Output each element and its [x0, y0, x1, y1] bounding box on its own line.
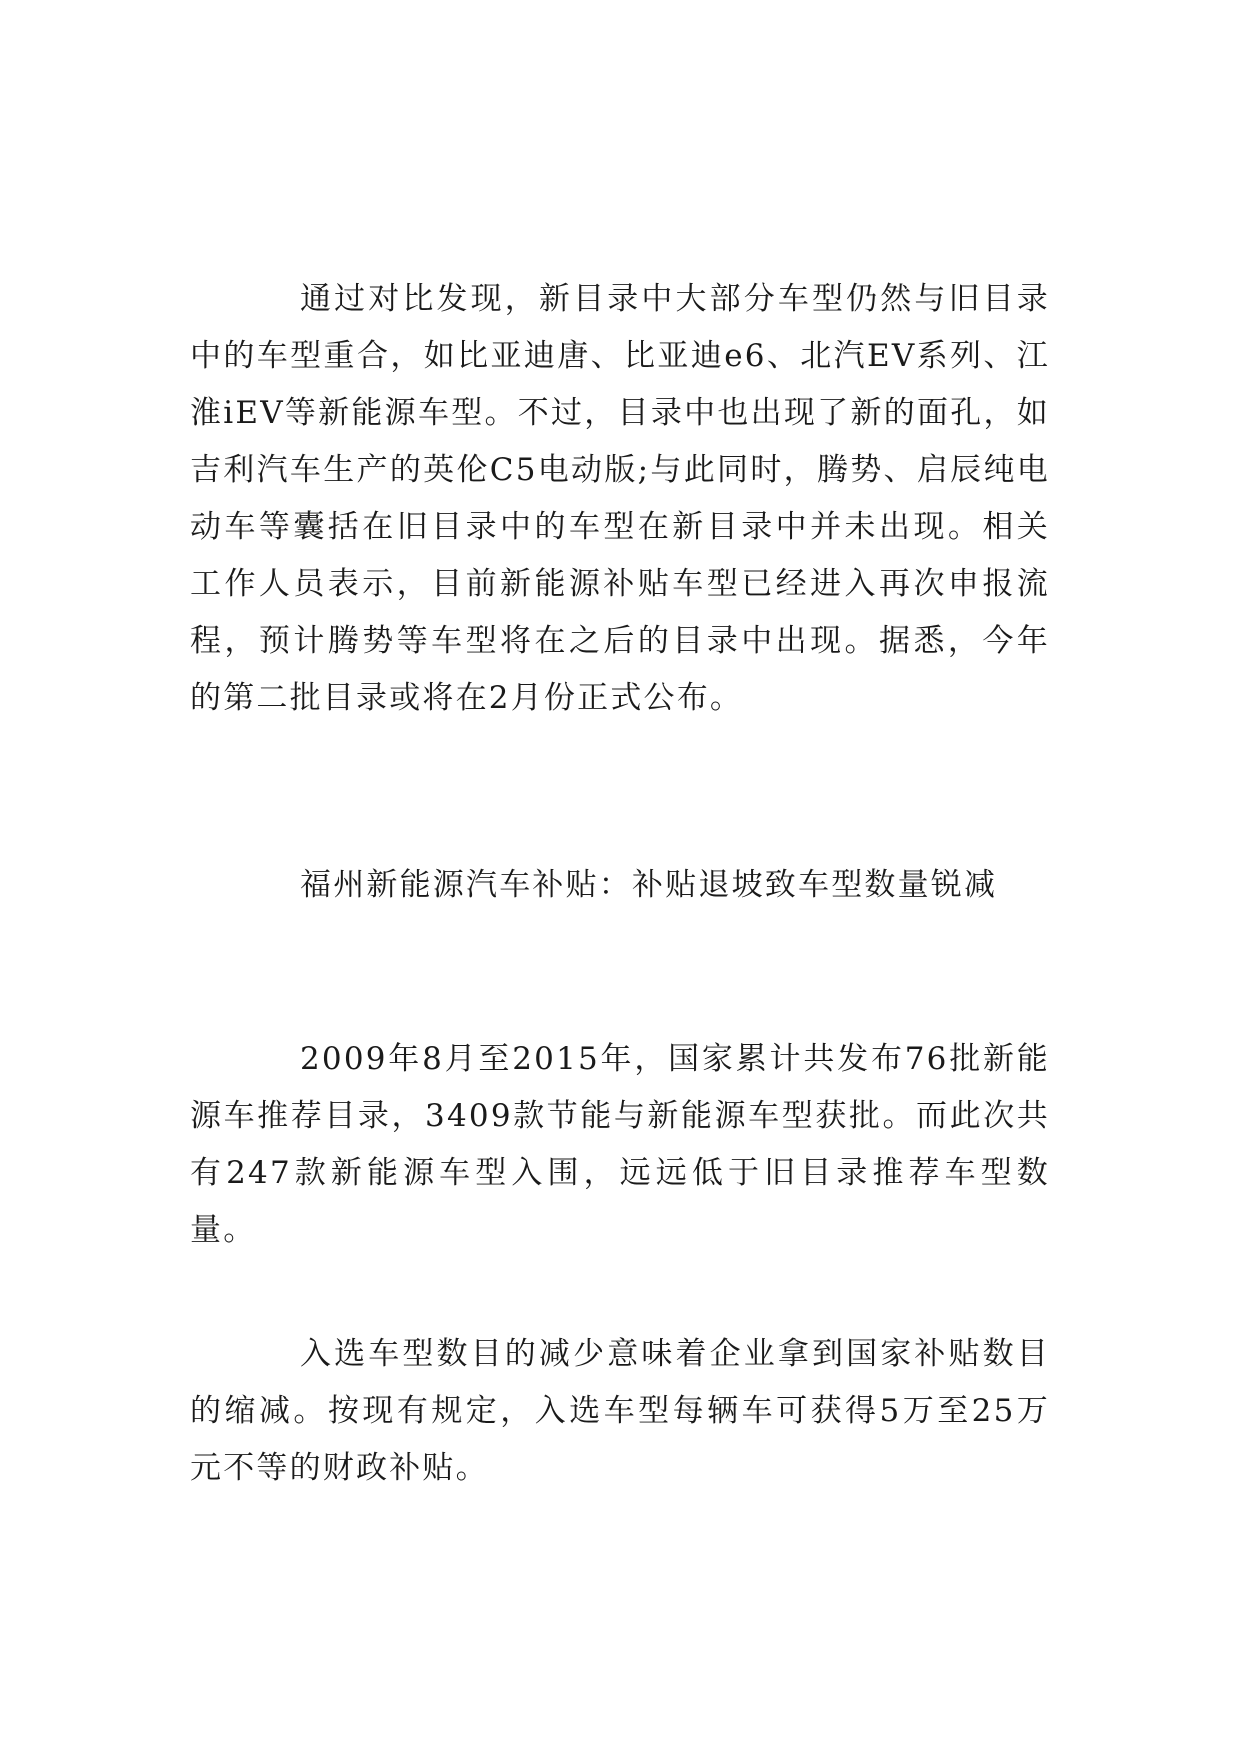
paragraph-vehicle-catalog-comparison: 通过对比发现，新目录中大部分车型仍然与旧目录中的车型重合，如比亚迪唐、比亚迪e6、北汽EV系列、江淮iEV等新能源车型。不过，目录中也出现了新的面孔，如吉利汽车生产的英伦C5电动版;与此同时，腾势、启辰纯电动车等囊括在旧目录中的车型在新目录中并未出现。相关工作人员表示，目前新能源补贴车型已经进入再次申报流程，预计腾势等车型将在之后的目录中出现。据悉，今年的第二批目录或将在2月份正式公布。 [190, 281, 1050, 716]
paragraph-catalog-statistics: 2009年8月至2015年，国家累计共发布76批新能源车推荐目录，3409款节能与新能源车型获批。而此次共有247款新能源车型入围，远远低于旧目录推荐车型数量。 [190, 1041, 1050, 1248]
section-heading: 福州新能源汽车补贴：补贴退坡致车型数量锐减 [300, 867, 998, 903]
paragraph-subsidy-amount: 入选车型数目的减少意味着企业拿到国家补贴数目的缩减。按现有规定，入选车型每辆车可获得5万至25万元不等的财政补贴。 [190, 1336, 1050, 1486]
